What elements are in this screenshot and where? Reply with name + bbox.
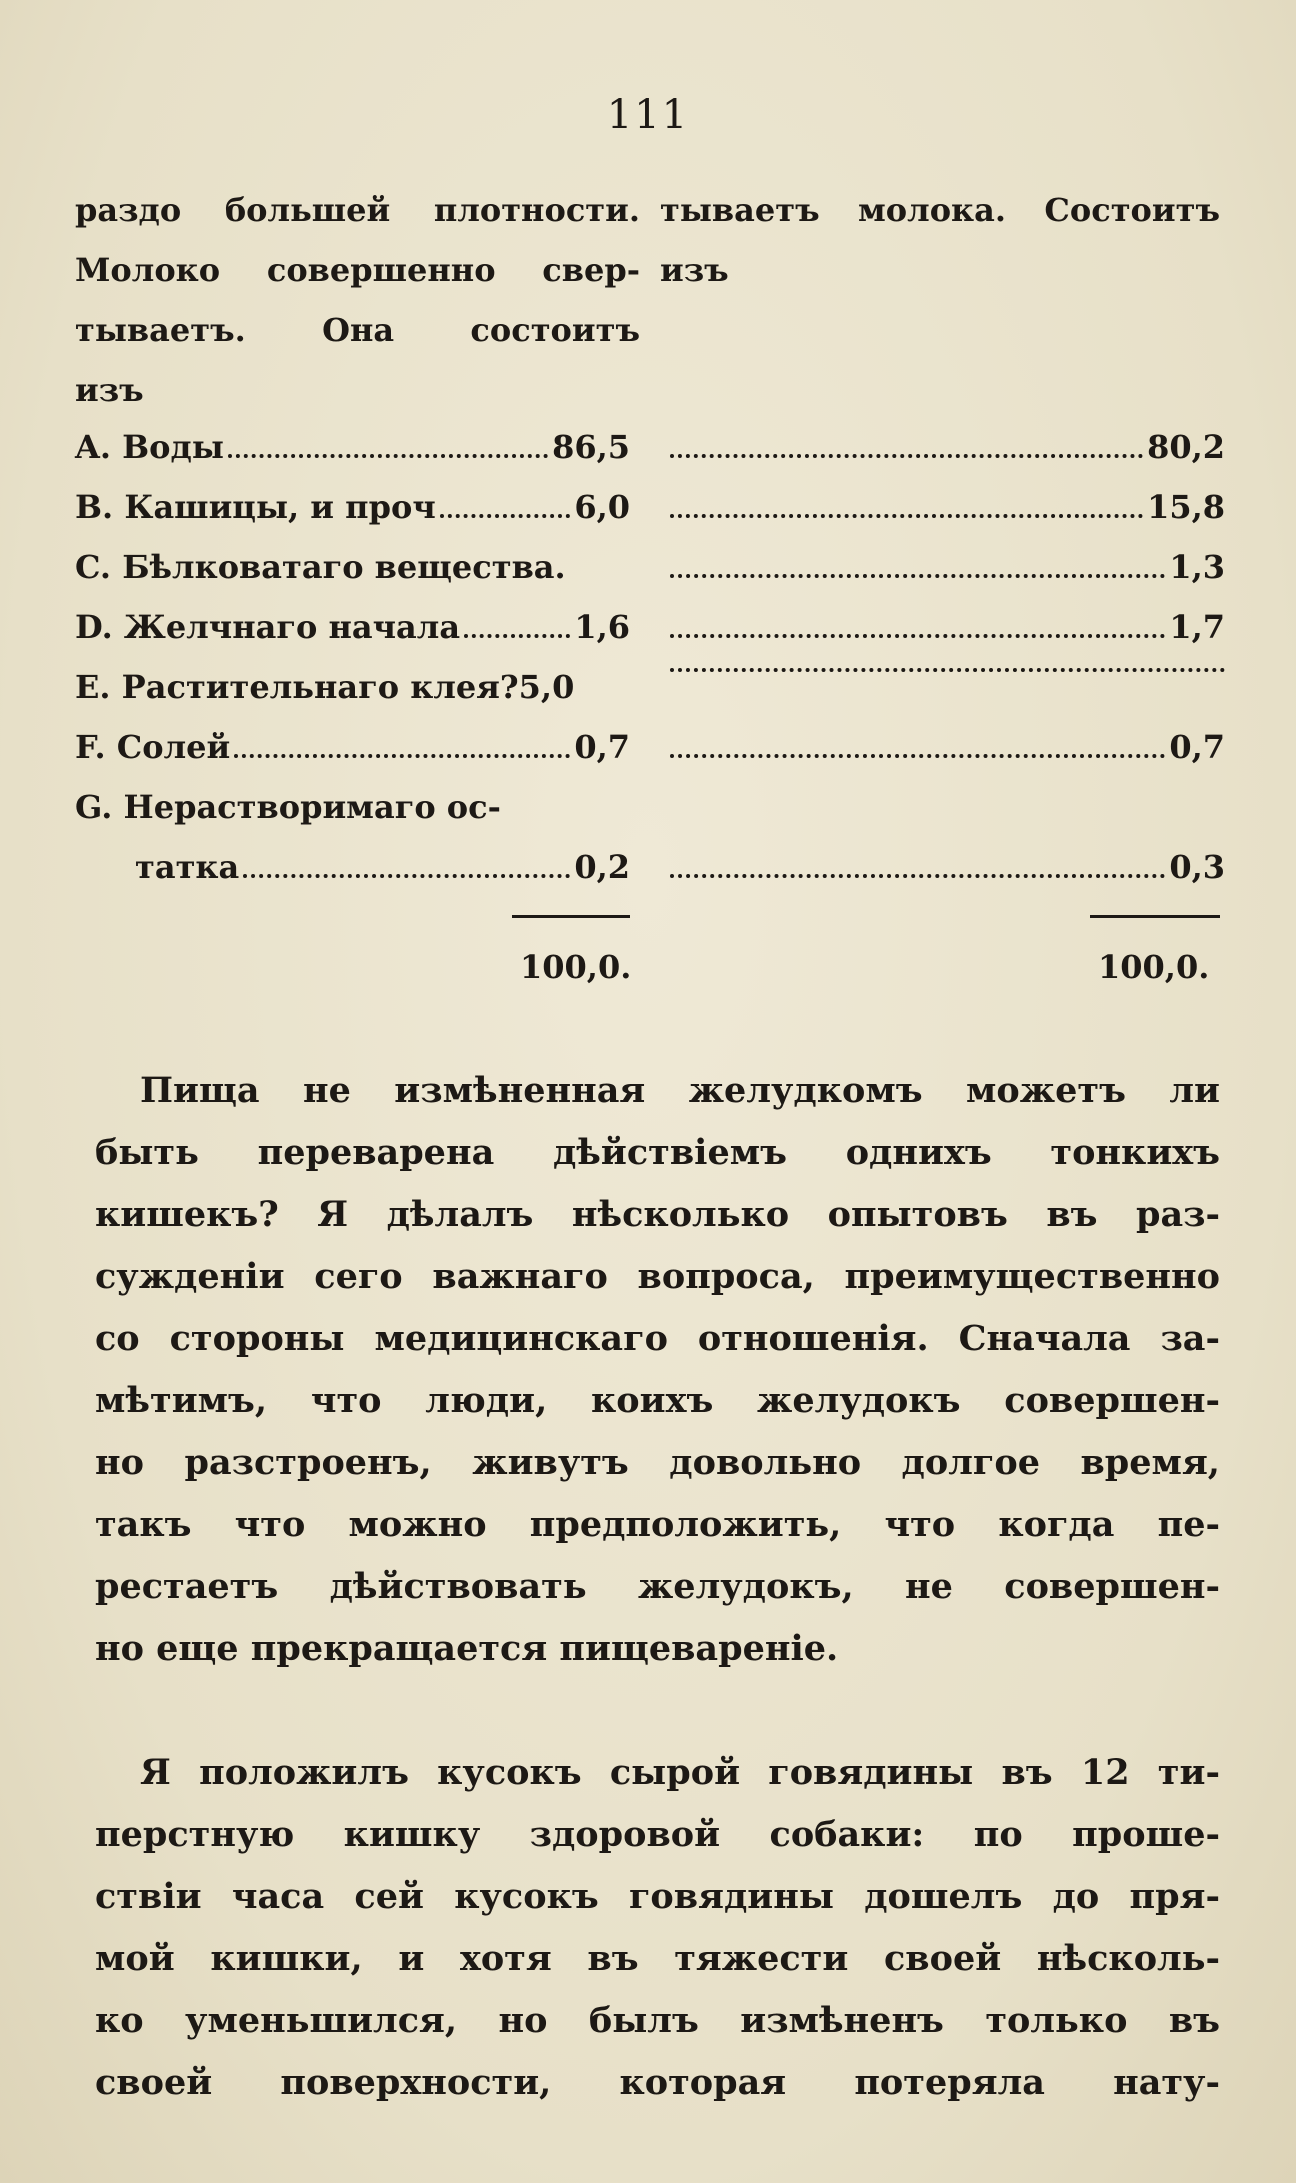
value-col-1: 0,2	[574, 848, 630, 886]
text-line: такъ что можно предположить, что когда пе-	[95, 1504, 1220, 1545]
text-line: своей поверхности, которая потеряла нату-	[95, 2062, 1220, 2103]
text-line: но еще прекращается пищевареніе.	[95, 1628, 839, 1669]
total-col-1: 100,0.	[520, 948, 632, 986]
table-row	[75, 548, 1225, 608]
text-line: ко уменьшился, но былъ измѣненъ только въ	[95, 2000, 1220, 2041]
text-line: Я положилъ кусокъ сырой говядины въ 12 ти-	[140, 1752, 1220, 1793]
text-line: перстную кишку здоровой собаки: по проше-	[95, 1814, 1220, 1855]
row-label: A. Воды	[75, 428, 224, 466]
value-col-2: 80,2	[1147, 428, 1225, 466]
row-label: G. Нерастворимаго ос-	[75, 788, 501, 826]
text-line: раздо большей плотности.	[75, 191, 640, 229]
text-line: тываетъ молока. Состоитъ	[660, 191, 1220, 229]
row-label: D. Желчнаго начала	[75, 608, 461, 646]
row-label: E. Растительнаго клея?	[75, 668, 519, 706]
text-line: мой кишки, и хотя въ тяжести своей нѣсколь-	[95, 1938, 1220, 1979]
sum-rule-1	[512, 915, 630, 918]
value-col-2: 15,8	[1147, 488, 1225, 526]
text-line: быть переварена дѣйствіемъ однихъ тонкихъ	[95, 1132, 1220, 1173]
text-line: со стороны медицинскаго отношенія. Сначала за-	[95, 1318, 1220, 1359]
text-line: изъ	[660, 251, 729, 289]
row-label: C. Бѣлковатаго вещества.	[75, 548, 566, 586]
intro-left-column	[75, 180, 640, 420]
row-label: B. Кашицы, и проч	[75, 488, 436, 526]
table-row	[75, 488, 1225, 548]
value-col-2: 1,3	[1169, 548, 1225, 586]
sum-rule-2	[1090, 915, 1220, 918]
paragraph-2	[95, 1742, 1220, 2114]
value-col-1: 1,6	[574, 608, 630, 646]
value-col-1: 5,0	[518, 668, 575, 706]
value-col-2: 0,7	[1169, 728, 1225, 766]
total-col-2: 100,0.	[1098, 948, 1210, 986]
text-line: изъ	[75, 371, 144, 409]
text-line: но разстроенъ, живутъ довольно долгое время,	[95, 1442, 1220, 1483]
value-col-1: 0,7	[574, 728, 630, 766]
text-line: ствіи часа сей кусокъ говядины дошелъ до пря-	[95, 1876, 1220, 1917]
value-col-2: 0,3	[1169, 848, 1225, 886]
intro-right-column	[660, 180, 1220, 300]
text-line: сужденіи сего важнаго вопроса, преимущественно	[95, 1256, 1220, 1297]
paragraph-1	[95, 1060, 1220, 1680]
table-row	[75, 428, 1225, 488]
table-row	[75, 728, 1225, 788]
value-col-1: 6,0	[574, 488, 630, 526]
page-number: 111	[606, 92, 690, 138]
text-line: Пища не измѣненная желудкомъ можетъ ли	[140, 1070, 1220, 1111]
value-col-1: 86,5	[552, 428, 630, 466]
text-line: Молоко совершенно свер-	[75, 251, 640, 289]
text-line: мѣтимъ, что люди, коихъ желудокъ совершен-	[95, 1380, 1220, 1421]
text-line: рестаетъ дѣйствовать желудокъ, не совершен-	[95, 1566, 1220, 1607]
row-label: татка	[135, 848, 240, 886]
text-line: кишекъ? Я дѣлалъ нѣсколько опытовъ въ раз-	[95, 1194, 1220, 1235]
value-col-2: 1,7	[1169, 608, 1225, 646]
table-row	[75, 848, 1225, 908]
row-label: F. Солей	[75, 728, 231, 766]
table-row	[75, 788, 1225, 848]
table-row	[75, 668, 1225, 728]
table-row	[75, 608, 1225, 668]
text-line: тываетъ. Она состоитъ	[75, 311, 640, 349]
